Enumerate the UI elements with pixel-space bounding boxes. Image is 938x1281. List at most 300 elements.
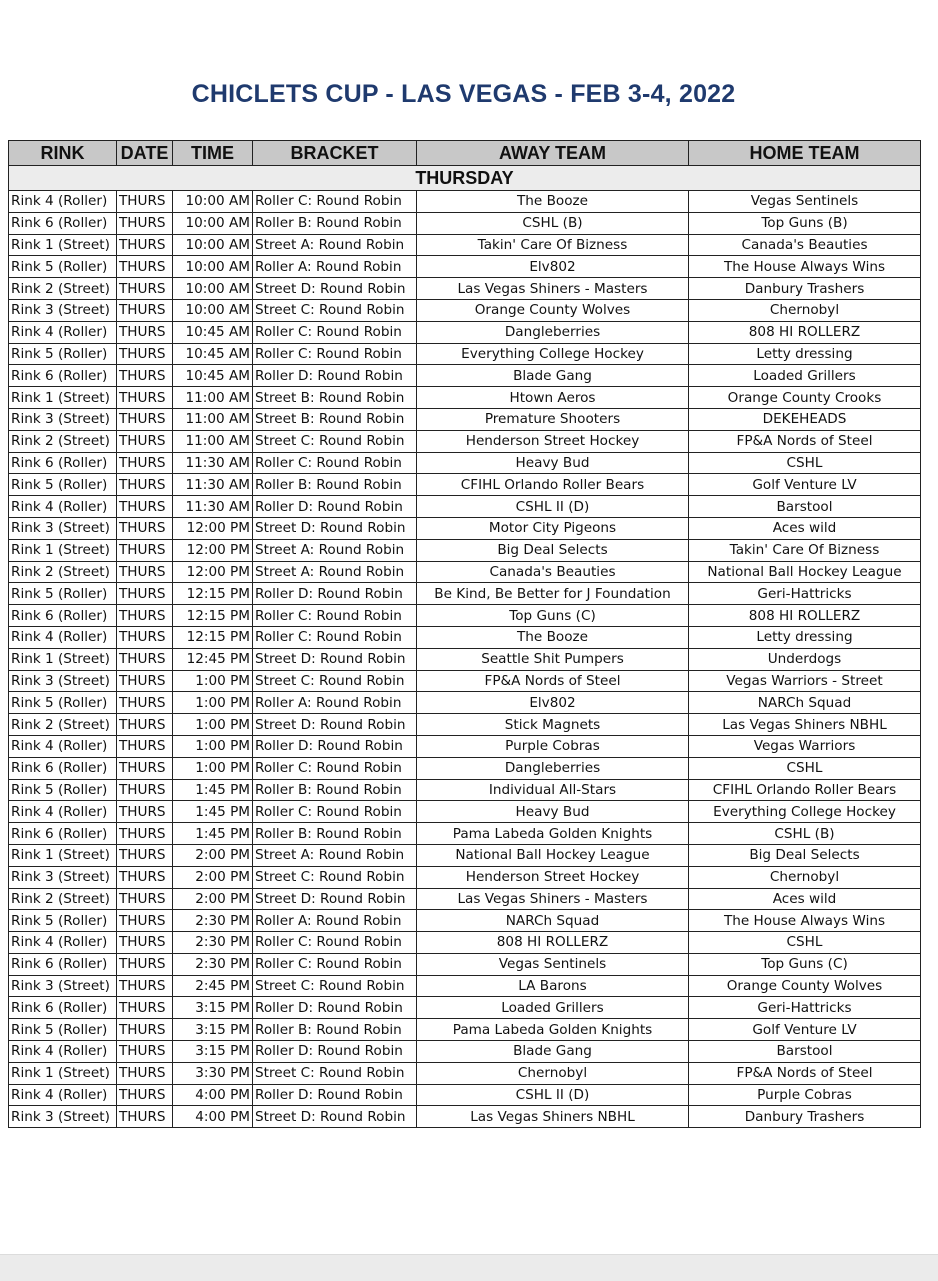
table-row	[9, 1019, 921, 1041]
home-team-cell: Vegas Sentinels	[689, 191, 921, 213]
time-cell: 10:00 AM	[173, 234, 253, 256]
bracket-cell: Roller C: Round Robin	[253, 757, 417, 779]
table-row	[9, 888, 921, 910]
bracket-cell: Street C: Round Robin	[253, 1062, 417, 1084]
home-team-cell: Orange County Wolves	[689, 975, 921, 997]
time-cell: 10:45 AM	[173, 321, 253, 343]
rink-cell: Rink 6 (Roller)	[9, 757, 117, 779]
away-team-cell: Pama Labeda Golden Knights	[417, 823, 689, 845]
date-cell: THURS	[117, 626, 173, 648]
time-cell: 4:00 PM	[173, 1106, 253, 1128]
table-row	[9, 801, 921, 823]
home-team-cell: The House Always Wins	[689, 256, 921, 278]
rink-cell: Rink 4 (Roller)	[9, 496, 117, 518]
away-team-cell: Canada's Beauties	[417, 561, 689, 583]
time-cell: 3:30 PM	[173, 1062, 253, 1084]
time-cell: 1:45 PM	[173, 779, 253, 801]
bracket-cell: Roller B: Round Robin	[253, 823, 417, 845]
time-cell: 10:00 AM	[173, 278, 253, 300]
time-cell: 11:30 AM	[173, 452, 253, 474]
date-cell: THURS	[117, 365, 173, 387]
date-cell: THURS	[117, 888, 173, 910]
bracket-cell: Street D: Round Robin	[253, 648, 417, 670]
table-row	[9, 823, 921, 845]
away-team-cell: Blade Gang	[417, 365, 689, 387]
bracket-cell: Roller C: Round Robin	[253, 953, 417, 975]
rink-cell: Rink 5 (Roller)	[9, 779, 117, 801]
rink-cell: Rink 2 (Street)	[9, 430, 117, 452]
away-team-cell: Top Guns (C)	[417, 605, 689, 627]
date-cell: THURS	[117, 278, 173, 300]
home-team-cell: Golf Venture LV	[689, 1019, 921, 1041]
bracket-cell: Roller C: Round Robin	[253, 191, 417, 213]
away-team-cell: Henderson Street Hockey	[417, 430, 689, 452]
away-team-cell: FP&A Nords of Steel	[417, 670, 689, 692]
time-cell: 11:00 AM	[173, 408, 253, 430]
away-team-cell: Dangleberries	[417, 321, 689, 343]
date-cell: THURS	[117, 256, 173, 278]
bracket-cell: Roller D: Round Robin	[253, 1084, 417, 1106]
away-team-cell: Stick Magnets	[417, 714, 689, 736]
date-cell: THURS	[117, 1106, 173, 1128]
table-row	[9, 779, 921, 801]
bracket-cell: Street A: Round Robin	[253, 539, 417, 561]
time-cell: 12:45 PM	[173, 648, 253, 670]
home-team-cell: CSHL (B)	[689, 823, 921, 845]
rink-cell: Rink 2 (Street)	[9, 888, 117, 910]
bracket-cell: Roller B: Round Robin	[253, 212, 417, 234]
table-row	[9, 256, 921, 278]
home-team-cell: Danbury Trashers	[689, 1106, 921, 1128]
table-row	[9, 583, 921, 605]
time-cell: 2:30 PM	[173, 932, 253, 954]
home-team-cell: Geri-Hattricks	[689, 997, 921, 1019]
away-team-cell: Loaded Grillers	[417, 997, 689, 1019]
away-team-cell: LA Barons	[417, 975, 689, 997]
away-team-cell: Big Deal Selects	[417, 539, 689, 561]
home-team-cell: Orange County Crooks	[689, 387, 921, 409]
column-header-bracket: BRACKET	[253, 141, 417, 166]
rink-cell: Rink 5 (Roller)	[9, 474, 117, 496]
away-team-cell: NARCh Squad	[417, 910, 689, 932]
table-row	[9, 343, 921, 365]
date-cell: THURS	[117, 561, 173, 583]
away-team-cell: Las Vegas Shiners NBHL	[417, 1106, 689, 1128]
time-cell: 3:15 PM	[173, 1019, 253, 1041]
date-cell: THURS	[117, 387, 173, 409]
home-team-cell: Letty dressing	[689, 626, 921, 648]
bracket-cell: Street A: Round Robin	[253, 234, 417, 256]
table-row	[9, 496, 921, 518]
time-cell: 1:00 PM	[173, 735, 253, 757]
away-team-cell: Motor City Pigeons	[417, 517, 689, 539]
table-row	[9, 953, 921, 975]
bracket-cell: Street B: Round Robin	[253, 408, 417, 430]
column-header-away-team: AWAY TEAM	[417, 141, 689, 166]
time-cell: 2:30 PM	[173, 953, 253, 975]
bracket-cell: Street D: Round Robin	[253, 714, 417, 736]
date-cell: THURS	[117, 648, 173, 670]
bracket-cell: Roller B: Round Robin	[253, 779, 417, 801]
date-cell: THURS	[117, 779, 173, 801]
home-team-cell: Top Guns (B)	[689, 212, 921, 234]
table-row	[9, 757, 921, 779]
time-cell: 2:00 PM	[173, 844, 253, 866]
away-team-cell: Blade Gang	[417, 1041, 689, 1063]
time-cell: 3:15 PM	[173, 997, 253, 1019]
date-cell: THURS	[117, 1041, 173, 1063]
rink-cell: Rink 6 (Roller)	[9, 997, 117, 1019]
column-header-home-team: HOME TEAM	[689, 141, 921, 166]
table-row	[9, 1084, 921, 1106]
bracket-cell: Roller D: Round Robin	[253, 365, 417, 387]
home-team-cell: 808 HI ROLLERZ	[689, 605, 921, 627]
rink-cell: Rink 4 (Roller)	[9, 626, 117, 648]
rink-cell: Rink 2 (Street)	[9, 278, 117, 300]
home-team-cell: The House Always Wins	[689, 910, 921, 932]
date-cell: THURS	[117, 408, 173, 430]
time-cell: 1:00 PM	[173, 670, 253, 692]
rink-cell: Rink 3 (Street)	[9, 299, 117, 321]
away-team-cell: Pama Labeda Golden Knights	[417, 1019, 689, 1041]
date-cell: THURS	[117, 299, 173, 321]
bracket-cell: Street A: Round Robin	[253, 561, 417, 583]
table-row	[9, 1062, 921, 1084]
time-cell: 1:00 PM	[173, 714, 253, 736]
table-row	[9, 1041, 921, 1063]
time-cell: 10:00 AM	[173, 212, 253, 234]
home-team-cell: Geri-Hattricks	[689, 583, 921, 605]
away-team-cell: Las Vegas Shiners - Masters	[417, 278, 689, 300]
column-header-time: TIME	[173, 141, 253, 166]
time-cell: 12:00 PM	[173, 561, 253, 583]
time-cell: 2:00 PM	[173, 866, 253, 888]
table-row	[9, 278, 921, 300]
time-cell: 1:00 PM	[173, 692, 253, 714]
rink-cell: Rink 5 (Roller)	[9, 256, 117, 278]
date-cell: THURS	[117, 823, 173, 845]
table-row	[9, 234, 921, 256]
away-team-cell: Heavy Bud	[417, 452, 689, 474]
bracket-cell: Roller C: Round Robin	[253, 321, 417, 343]
rink-cell: Rink 1 (Street)	[9, 387, 117, 409]
bracket-cell: Street C: Round Robin	[253, 975, 417, 997]
home-team-cell: Barstool	[689, 496, 921, 518]
away-team-cell: Vegas Sentinels	[417, 953, 689, 975]
bracket-cell: Roller D: Round Robin	[253, 735, 417, 757]
table-row	[9, 452, 921, 474]
date-cell: THURS	[117, 714, 173, 736]
time-cell: 11:00 AM	[173, 430, 253, 452]
table-row	[9, 910, 921, 932]
time-cell: 10:00 AM	[173, 256, 253, 278]
section-label-thursday: THURSDAY	[9, 166, 921, 191]
rink-cell: Rink 3 (Street)	[9, 975, 117, 997]
time-cell: 1:45 PM	[173, 823, 253, 845]
table-row	[9, 474, 921, 496]
table-row	[9, 997, 921, 1019]
table-row	[9, 539, 921, 561]
date-cell: THURS	[117, 932, 173, 954]
home-team-cell: FP&A Nords of Steel	[689, 1062, 921, 1084]
rink-cell: Rink 5 (Roller)	[9, 1019, 117, 1041]
time-cell: 3:15 PM	[173, 1041, 253, 1063]
date-cell: THURS	[117, 474, 173, 496]
header-row	[9, 141, 921, 166]
table-row	[9, 517, 921, 539]
date-cell: THURS	[117, 953, 173, 975]
rink-cell: Rink 3 (Street)	[9, 670, 117, 692]
rink-cell: Rink 5 (Roller)	[9, 583, 117, 605]
home-team-cell: CSHL	[689, 452, 921, 474]
rink-cell: Rink 1 (Street)	[9, 844, 117, 866]
column-header-rink: RINK	[9, 141, 117, 166]
bracket-cell: Street C: Round Robin	[253, 866, 417, 888]
time-cell: 11:30 AM	[173, 496, 253, 518]
home-team-cell: Vegas Warriors - Street	[689, 670, 921, 692]
home-team-cell: Top Guns (C)	[689, 953, 921, 975]
time-cell: 11:00 AM	[173, 387, 253, 409]
away-team-cell: National Ball Hockey League	[417, 844, 689, 866]
home-team-cell: Aces wild	[689, 888, 921, 910]
date-cell: THURS	[117, 997, 173, 1019]
rink-cell: Rink 6 (Roller)	[9, 452, 117, 474]
away-team-cell: Be Kind, Be Better for J Foundation	[417, 583, 689, 605]
date-cell: THURS	[117, 234, 173, 256]
time-cell: 1:00 PM	[173, 757, 253, 779]
bottom-bar	[0, 1254, 938, 1281]
home-team-cell: Everything College Hockey	[689, 801, 921, 823]
table-row	[9, 648, 921, 670]
time-cell: 1:45 PM	[173, 801, 253, 823]
home-team-cell: Purple Cobras	[689, 1084, 921, 1106]
rink-cell: Rink 4 (Roller)	[9, 321, 117, 343]
away-team-cell: Purple Cobras	[417, 735, 689, 757]
rink-cell: Rink 1 (Street)	[9, 539, 117, 561]
bracket-cell: Roller A: Round Robin	[253, 692, 417, 714]
rink-cell: Rink 6 (Roller)	[9, 212, 117, 234]
rink-cell: Rink 1 (Street)	[9, 1062, 117, 1084]
bracket-cell: Street C: Round Robin	[253, 299, 417, 321]
table-row	[9, 932, 921, 954]
bracket-cell: Roller C: Round Robin	[253, 343, 417, 365]
time-cell: 12:00 PM	[173, 517, 253, 539]
away-team-cell: Elv802	[417, 256, 689, 278]
away-team-cell: Orange County Wolves	[417, 299, 689, 321]
date-cell: THURS	[117, 844, 173, 866]
table-row	[9, 626, 921, 648]
time-cell: 12:15 PM	[173, 583, 253, 605]
bracket-cell: Street B: Round Robin	[253, 387, 417, 409]
bracket-cell: Street D: Round Robin	[253, 888, 417, 910]
rink-cell: Rink 6 (Roller)	[9, 605, 117, 627]
column-header-date: DATE	[117, 141, 173, 166]
rink-cell: Rink 1 (Street)	[9, 648, 117, 670]
date-cell: THURS	[117, 496, 173, 518]
bracket-cell: Roller C: Round Robin	[253, 801, 417, 823]
rink-cell: Rink 3 (Street)	[9, 1106, 117, 1128]
home-team-cell: Golf Venture LV	[689, 474, 921, 496]
date-cell: THURS	[117, 343, 173, 365]
table-row	[9, 605, 921, 627]
rink-cell: Rink 1 (Street)	[9, 234, 117, 256]
bracket-cell: Roller D: Round Robin	[253, 496, 417, 518]
date-cell: THURS	[117, 191, 173, 213]
rink-cell: Rink 4 (Roller)	[9, 191, 117, 213]
bracket-cell: Street C: Round Robin	[253, 430, 417, 452]
time-cell: 10:00 AM	[173, 299, 253, 321]
away-team-cell: Everything College Hockey	[417, 343, 689, 365]
date-cell: THURS	[117, 670, 173, 692]
table-row	[9, 299, 921, 321]
date-cell: THURS	[117, 539, 173, 561]
table-row	[9, 365, 921, 387]
rink-cell: Rink 2 (Street)	[9, 561, 117, 583]
bracket-cell: Roller C: Round Robin	[253, 452, 417, 474]
table-row	[9, 670, 921, 692]
bracket-cell: Roller B: Round Robin	[253, 474, 417, 496]
time-cell: 12:15 PM	[173, 626, 253, 648]
away-team-cell: Takin' Care Of Bizness	[417, 234, 689, 256]
table-row	[9, 844, 921, 866]
date-cell: THURS	[117, 757, 173, 779]
home-team-cell: Aces wild	[689, 517, 921, 539]
home-team-cell: Letty dressing	[689, 343, 921, 365]
table-row	[9, 866, 921, 888]
bracket-cell: Roller C: Round Robin	[253, 626, 417, 648]
table-row	[9, 387, 921, 409]
date-cell: THURS	[117, 430, 173, 452]
rink-cell: Rink 6 (Roller)	[9, 953, 117, 975]
home-team-cell: FP&A Nords of Steel	[689, 430, 921, 452]
bracket-cell: Roller C: Round Robin	[253, 932, 417, 954]
away-team-cell: Htown Aeros	[417, 387, 689, 409]
time-cell: 10:45 AM	[173, 343, 253, 365]
table-row	[9, 191, 921, 213]
bracket-cell: Roller C: Round Robin	[253, 605, 417, 627]
date-cell: THURS	[117, 452, 173, 474]
bracket-cell: Street A: Round Robin	[253, 844, 417, 866]
home-team-cell: Loaded Grillers	[689, 365, 921, 387]
date-cell: THURS	[117, 1084, 173, 1106]
away-team-cell: Chernobyl	[417, 1062, 689, 1084]
home-team-cell: National Ball Hockey League	[689, 561, 921, 583]
time-cell: 2:30 PM	[173, 910, 253, 932]
home-team-cell: Las Vegas Shiners NBHL	[689, 714, 921, 736]
home-team-cell: Barstool	[689, 1041, 921, 1063]
home-team-cell: Chernobyl	[689, 866, 921, 888]
table-row	[9, 321, 921, 343]
schedule-title: CHICLETS CUP - LAS VEGAS - FEB 3-4, 2022	[191, 80, 736, 108]
date-cell: THURS	[117, 321, 173, 343]
home-team-cell: 808 HI ROLLERZ	[689, 321, 921, 343]
date-cell: THURS	[117, 212, 173, 234]
home-team-cell: NARCh Squad	[689, 692, 921, 714]
table-row	[9, 735, 921, 757]
away-team-cell: Henderson Street Hockey	[417, 866, 689, 888]
away-team-cell: CSHL II (D)	[417, 496, 689, 518]
bracket-cell: Roller D: Round Robin	[253, 583, 417, 605]
away-team-cell: CFIHL Orlando Roller Bears	[417, 474, 689, 496]
rink-cell: Rink 4 (Roller)	[9, 735, 117, 757]
rink-cell: Rink 4 (Roller)	[9, 932, 117, 954]
table-row	[9, 212, 921, 234]
home-team-cell: Underdogs	[689, 648, 921, 670]
rink-cell: Rink 3 (Street)	[9, 517, 117, 539]
section-row	[9, 166, 921, 191]
time-cell: 10:45 AM	[173, 365, 253, 387]
rink-cell: Rink 4 (Roller)	[9, 1084, 117, 1106]
rink-cell: Rink 3 (Street)	[9, 866, 117, 888]
away-team-cell: CSHL II (D)	[417, 1084, 689, 1106]
away-team-cell: 808 HI ROLLERZ	[417, 932, 689, 954]
rink-cell: Rink 4 (Roller)	[9, 801, 117, 823]
away-team-cell: The Booze	[417, 626, 689, 648]
date-cell: THURS	[117, 735, 173, 757]
table-row	[9, 1106, 921, 1128]
home-team-cell: DEKEHEADS	[689, 408, 921, 430]
away-team-cell: Premature Shooters	[417, 408, 689, 430]
bracket-cell: Street D: Round Robin	[253, 1106, 417, 1128]
away-team-cell: The Booze	[417, 191, 689, 213]
away-team-cell: Dangleberries	[417, 757, 689, 779]
schedule-table	[8, 140, 921, 1128]
time-cell: 2:00 PM	[173, 888, 253, 910]
home-team-cell: Takin' Care Of Bizness	[689, 539, 921, 561]
home-team-cell: CSHL	[689, 932, 921, 954]
date-cell: THURS	[117, 583, 173, 605]
bracket-cell: Roller B: Round Robin	[253, 1019, 417, 1041]
away-team-cell: Las Vegas Shiners - Masters	[417, 888, 689, 910]
bracket-cell: Roller D: Round Robin	[253, 1041, 417, 1063]
bracket-cell: Roller A: Round Robin	[253, 910, 417, 932]
bracket-cell: Street C: Round Robin	[253, 670, 417, 692]
table-row	[9, 692, 921, 714]
home-team-cell: Danbury Trashers	[689, 278, 921, 300]
table-row	[9, 430, 921, 452]
home-team-cell: Chernobyl	[689, 299, 921, 321]
rink-cell: Rink 6 (Roller)	[9, 823, 117, 845]
away-team-cell: Elv802	[417, 692, 689, 714]
rink-cell: Rink 3 (Street)	[9, 408, 117, 430]
table-row	[9, 714, 921, 736]
date-cell: THURS	[117, 605, 173, 627]
away-team-cell: Heavy Bud	[417, 801, 689, 823]
away-team-cell: CSHL (B)	[417, 212, 689, 234]
date-cell: THURS	[117, 1019, 173, 1041]
date-cell: THURS	[117, 866, 173, 888]
rink-cell: Rink 4 (Roller)	[9, 1041, 117, 1063]
date-cell: THURS	[117, 801, 173, 823]
rink-cell: Rink 5 (Roller)	[9, 343, 117, 365]
bracket-cell: Street D: Round Robin	[253, 278, 417, 300]
rink-cell: Rink 5 (Roller)	[9, 692, 117, 714]
home-team-cell: Vegas Warriors	[689, 735, 921, 757]
table-row	[9, 975, 921, 997]
bracket-cell: Street D: Round Robin	[253, 517, 417, 539]
time-cell: 11:30 AM	[173, 474, 253, 496]
date-cell: THURS	[117, 1062, 173, 1084]
home-team-cell: Canada's Beauties	[689, 234, 921, 256]
time-cell: 4:00 PM	[173, 1084, 253, 1106]
schedule-body	[9, 166, 921, 1128]
time-cell: 2:45 PM	[173, 975, 253, 997]
bracket-cell: Roller A: Round Robin	[253, 256, 417, 278]
time-cell: 12:15 PM	[173, 605, 253, 627]
table-row	[9, 408, 921, 430]
home-team-cell: CSHL	[689, 757, 921, 779]
table-row	[9, 561, 921, 583]
